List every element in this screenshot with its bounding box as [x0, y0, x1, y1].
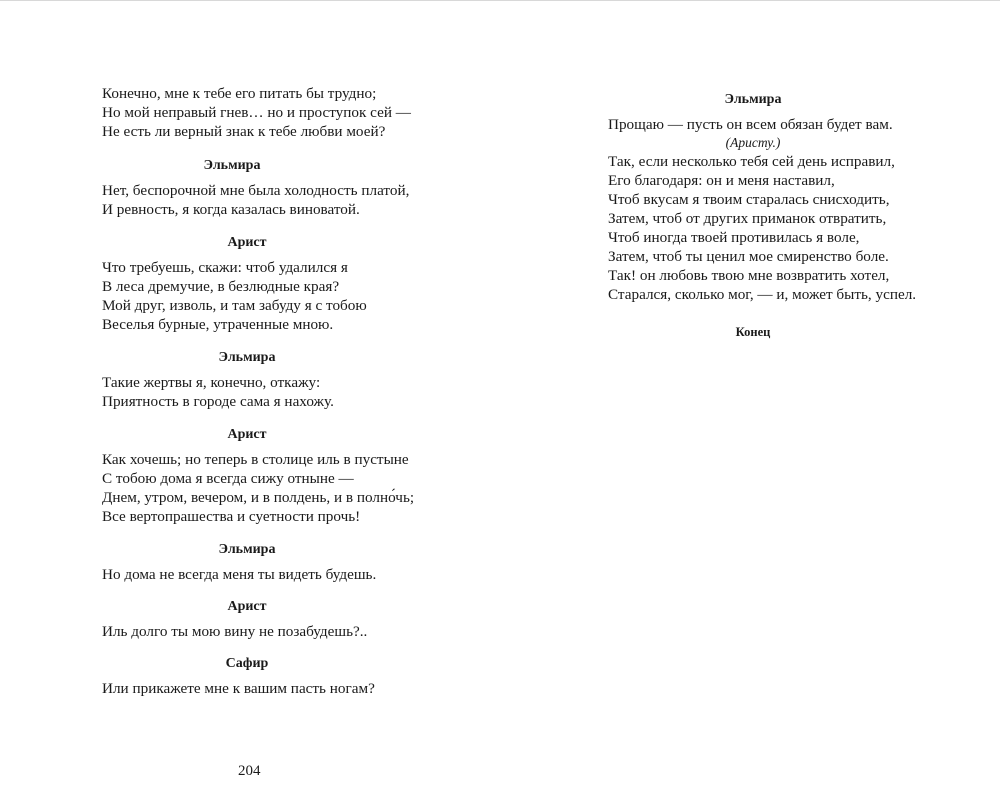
verse-line: Затем, чтоб от других приманок отвратить,: [608, 210, 887, 227]
verse-block: [102, 258, 442, 334]
verse-block: [608, 152, 948, 304]
verse-line: В леса дремучие, в безлюдные края?: [102, 278, 340, 295]
verse-block: [102, 679, 442, 698]
verse-line: Старался, сколько мог, — и, может быть, успел.: [608, 286, 917, 303]
speaker-name: Арист: [227, 427, 267, 442]
speaker-name: Арист: [227, 235, 267, 250]
verse-line: Прощаю — пусть он всем обязан будет вам.: [608, 116, 893, 133]
speaker-name: Эльмира: [218, 350, 276, 365]
verse-line: Чтоб вкусам я твоим старалась снисходить,: [608, 191, 890, 208]
speaker-name: Эльмира: [203, 158, 261, 173]
stage-direction: (Аристу.): [725, 135, 781, 150]
verse-line: Как хочешь; но теперь в столице иль в пустыне: [102, 451, 409, 468]
verse-block: [102, 565, 442, 584]
verse-line: Или прикажете мне к вашим пасть ногам?: [102, 680, 375, 697]
verse-line: Его благодаря: он и меня наставил,: [608, 172, 835, 189]
verse-line: С тобою дома я всегда сижу отныне —: [102, 470, 354, 487]
verse-block: [102, 181, 442, 219]
verse-line: Не есть ли верный знак к тебе любви моей?: [102, 123, 386, 140]
verse-block: [102, 373, 442, 411]
page-number: 204: [238, 763, 261, 779]
verse-line: Затем, чтоб ты ценил мое смиренство боле.: [608, 248, 889, 265]
verse-line: Чтоб иногда твоей противилась я воле,: [608, 229, 860, 246]
verse-line: Но мой неправый гнев… но и проступок сей —: [102, 104, 411, 121]
end-mark: Конец: [735, 325, 771, 339]
verse-line: Все вертопрашества и суетности прочь!: [102, 508, 361, 525]
verse-line: Так! он любовь твою мне возвратить хотел,: [608, 267, 890, 284]
verse-line: Днем, утром, вечером, и в полдень, и в полно́чь;: [102, 489, 415, 506]
speaker-name: Арист: [227, 599, 267, 614]
verse-line: Иль долго ты мою вину не позабудешь?..: [102, 623, 368, 640]
speaker-name: Эльмира: [724, 92, 782, 107]
verse-line: И ревность, я когда казалась виноватой.: [102, 201, 360, 218]
verse-block: [102, 450, 442, 526]
speaker-name: Эльмира: [218, 542, 276, 557]
verse-line: Но дома не всегда меня ты видеть будешь.: [102, 566, 377, 583]
verse-line: Конечно, мне к тебе его питать бы трудно;: [102, 85, 377, 102]
verse-block: [102, 622, 442, 641]
verse-line: Что требуешь, скажи: чтоб удалился я: [102, 259, 348, 276]
verse-line: Мой друг, изволь, и там забуду я с тобою: [102, 297, 367, 314]
page-top-edge: [0, 0, 1000, 1]
speaker-name: Сафир: [225, 656, 269, 671]
verse-line: Такие жертвы я, конечно, откажу:: [102, 374, 321, 391]
verse-line: Нет, беспорочной мне была холодность платой,: [102, 182, 410, 199]
verse-line: Веселья бурные, утраченные мною.: [102, 316, 334, 333]
verse-line: Так, если несколько тебя сей день исправил,: [608, 153, 895, 170]
verse-line: Приятность в городе сама я нахожу.: [102, 393, 334, 410]
verse-block: [102, 84, 442, 141]
